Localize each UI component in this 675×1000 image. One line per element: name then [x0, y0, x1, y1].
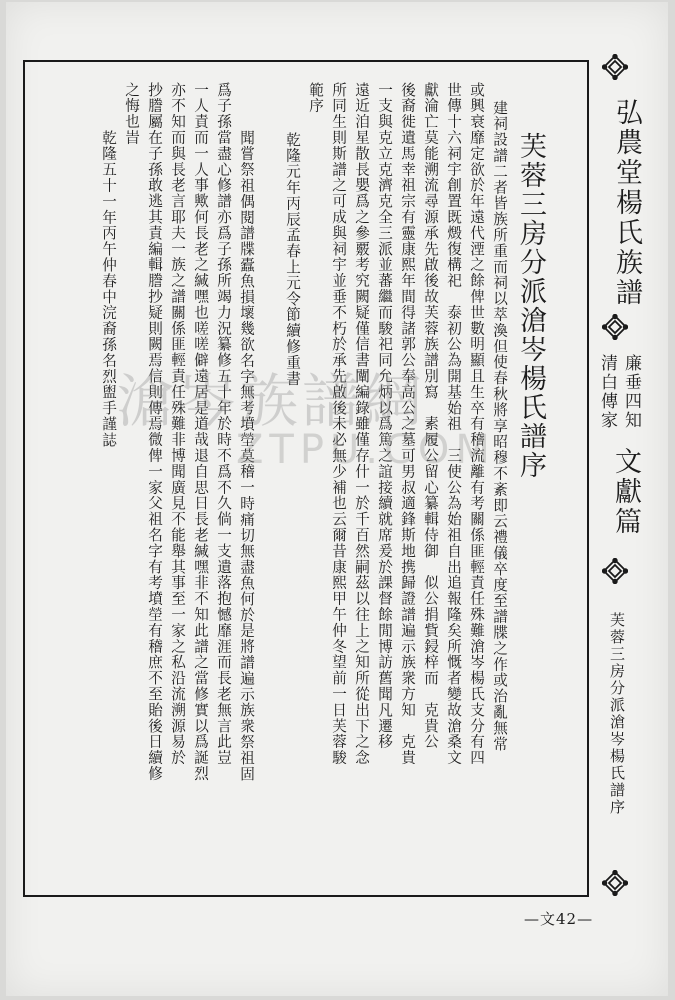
preface1-line-8: 所同生則斯譜之可成與祠宇並垂不朽於承先啟後未必無少補也云爾昔康熙甲午仲冬望前一日芙蓉駿	[330, 82, 347, 766]
knot-ornament-icon	[602, 870, 628, 896]
preface2-date: 乾隆五十一年丙午仲春中浣裔孫名烈盥手謹誌	[100, 130, 117, 448]
preface1-line-3: 世傳十六祠宇創置既燬復構祀 泰初公為開基始祖 三使公為始祖自出追報隆矣所慨者變故滄桑文	[445, 82, 462, 766]
knot-ornament-icon	[602, 558, 628, 584]
preface1-date: 乾隆元年丙辰孟春上元令節續修重書	[284, 132, 301, 387]
preface1-line-5: 後裔徙遺馬幸祖宗有靈康熙年間得諸郭公奉高公之墓可男叔適鋒斯地携歸證譜遍示族衆方知 克貴	[399, 82, 416, 766]
knot-ornament-icon	[602, 314, 628, 340]
preface1-line-6: 一支與克立克濟克全三派並蕃繼而駿祀同允炳以爲篤之誼接續就席爰於課督餘閒博訪舊聞凡遷移	[376, 82, 393, 750]
preface1-line-2: 或興衰靡定欲於年遠代湮之餘俾世數明顯且生卒有稽流離有考關係匪輕責任殊難滄岑楊氏支分有四	[468, 82, 485, 766]
knot-ornament-icon	[602, 54, 628, 80]
page-number: —文42—	[524, 910, 594, 928]
preface2-line-5: 抄謄屬在子孫敢逃其責編輯謄抄疑則闕焉信則傳焉微俾一家父祖名字有考墳塋有稽庶不至貽後日續修	[146, 82, 163, 782]
preface2-line-4: 亦不知而與長老言耶夫一族之譜關係匪輕責任殊難非博聞廣見不能舉其事至一家之私沿流溯源易於	[169, 82, 186, 766]
preface2-line-1: 聞嘗祭祖偶閱譜牒蠹魚損壞幾欲名字無考墳塋莫稽一時痛切無盡魚何於是將譜遍示族衆祭祖固	[238, 130, 255, 782]
motto-2: 清白傳家	[597, 354, 617, 430]
preface1-line-7: 遠近洎星散長嬰爲之參覈考究闕疑僅信書闡編錄雖僅存什一於千百然嗣茲以往上之知所從出下之念	[353, 82, 370, 766]
book-title: 弘農堂楊氏族譜	[611, 98, 642, 308]
preface1-line-4: 獻淪亡莫能溯流尋源承先啟後故芙蓉族譜別寫 素履公留心纂輯侍御 似公捐貲鋟梓而 克貴公	[422, 82, 439, 750]
motto-1: 廉垂四知	[621, 354, 641, 430]
section-title: 文獻篇	[610, 447, 641, 537]
preface2-line-2: 爲子孫當盡心修譜亦爲子孫所竭力況纂修五十年於時不爲不久倘一支遺落抱憾靡涯而長老無言此豈	[215, 82, 232, 766]
page	[6, 2, 668, 996]
subsection-title: 芙蓉三房分派滄岑楊氏譜序	[608, 612, 626, 816]
preface1-line-1: 建祠設譜二者皆族所重而祠以萃渙但使春秋將享昭穆不紊即云禮儀卒度至譜牒之作或治亂無常	[491, 100, 508, 752]
preface1-line-9: 範序	[307, 82, 324, 114]
preface2-line-3: 一人責而一人事歟何長老之緘嘿也嗟嗟僻遠居是道哉退自思日長老緘嘿非不知此譜之當修實以爲誕烈	[192, 82, 209, 782]
article-title: 芙蓉三房分派滄岑楊氏譜序	[515, 132, 546, 480]
preface2-line-6: 之悔也旹	[123, 82, 140, 146]
watermark-text: 滄岑族譜網	[116, 367, 427, 435]
watermark-url: ZTPU.COM	[236, 427, 496, 473]
